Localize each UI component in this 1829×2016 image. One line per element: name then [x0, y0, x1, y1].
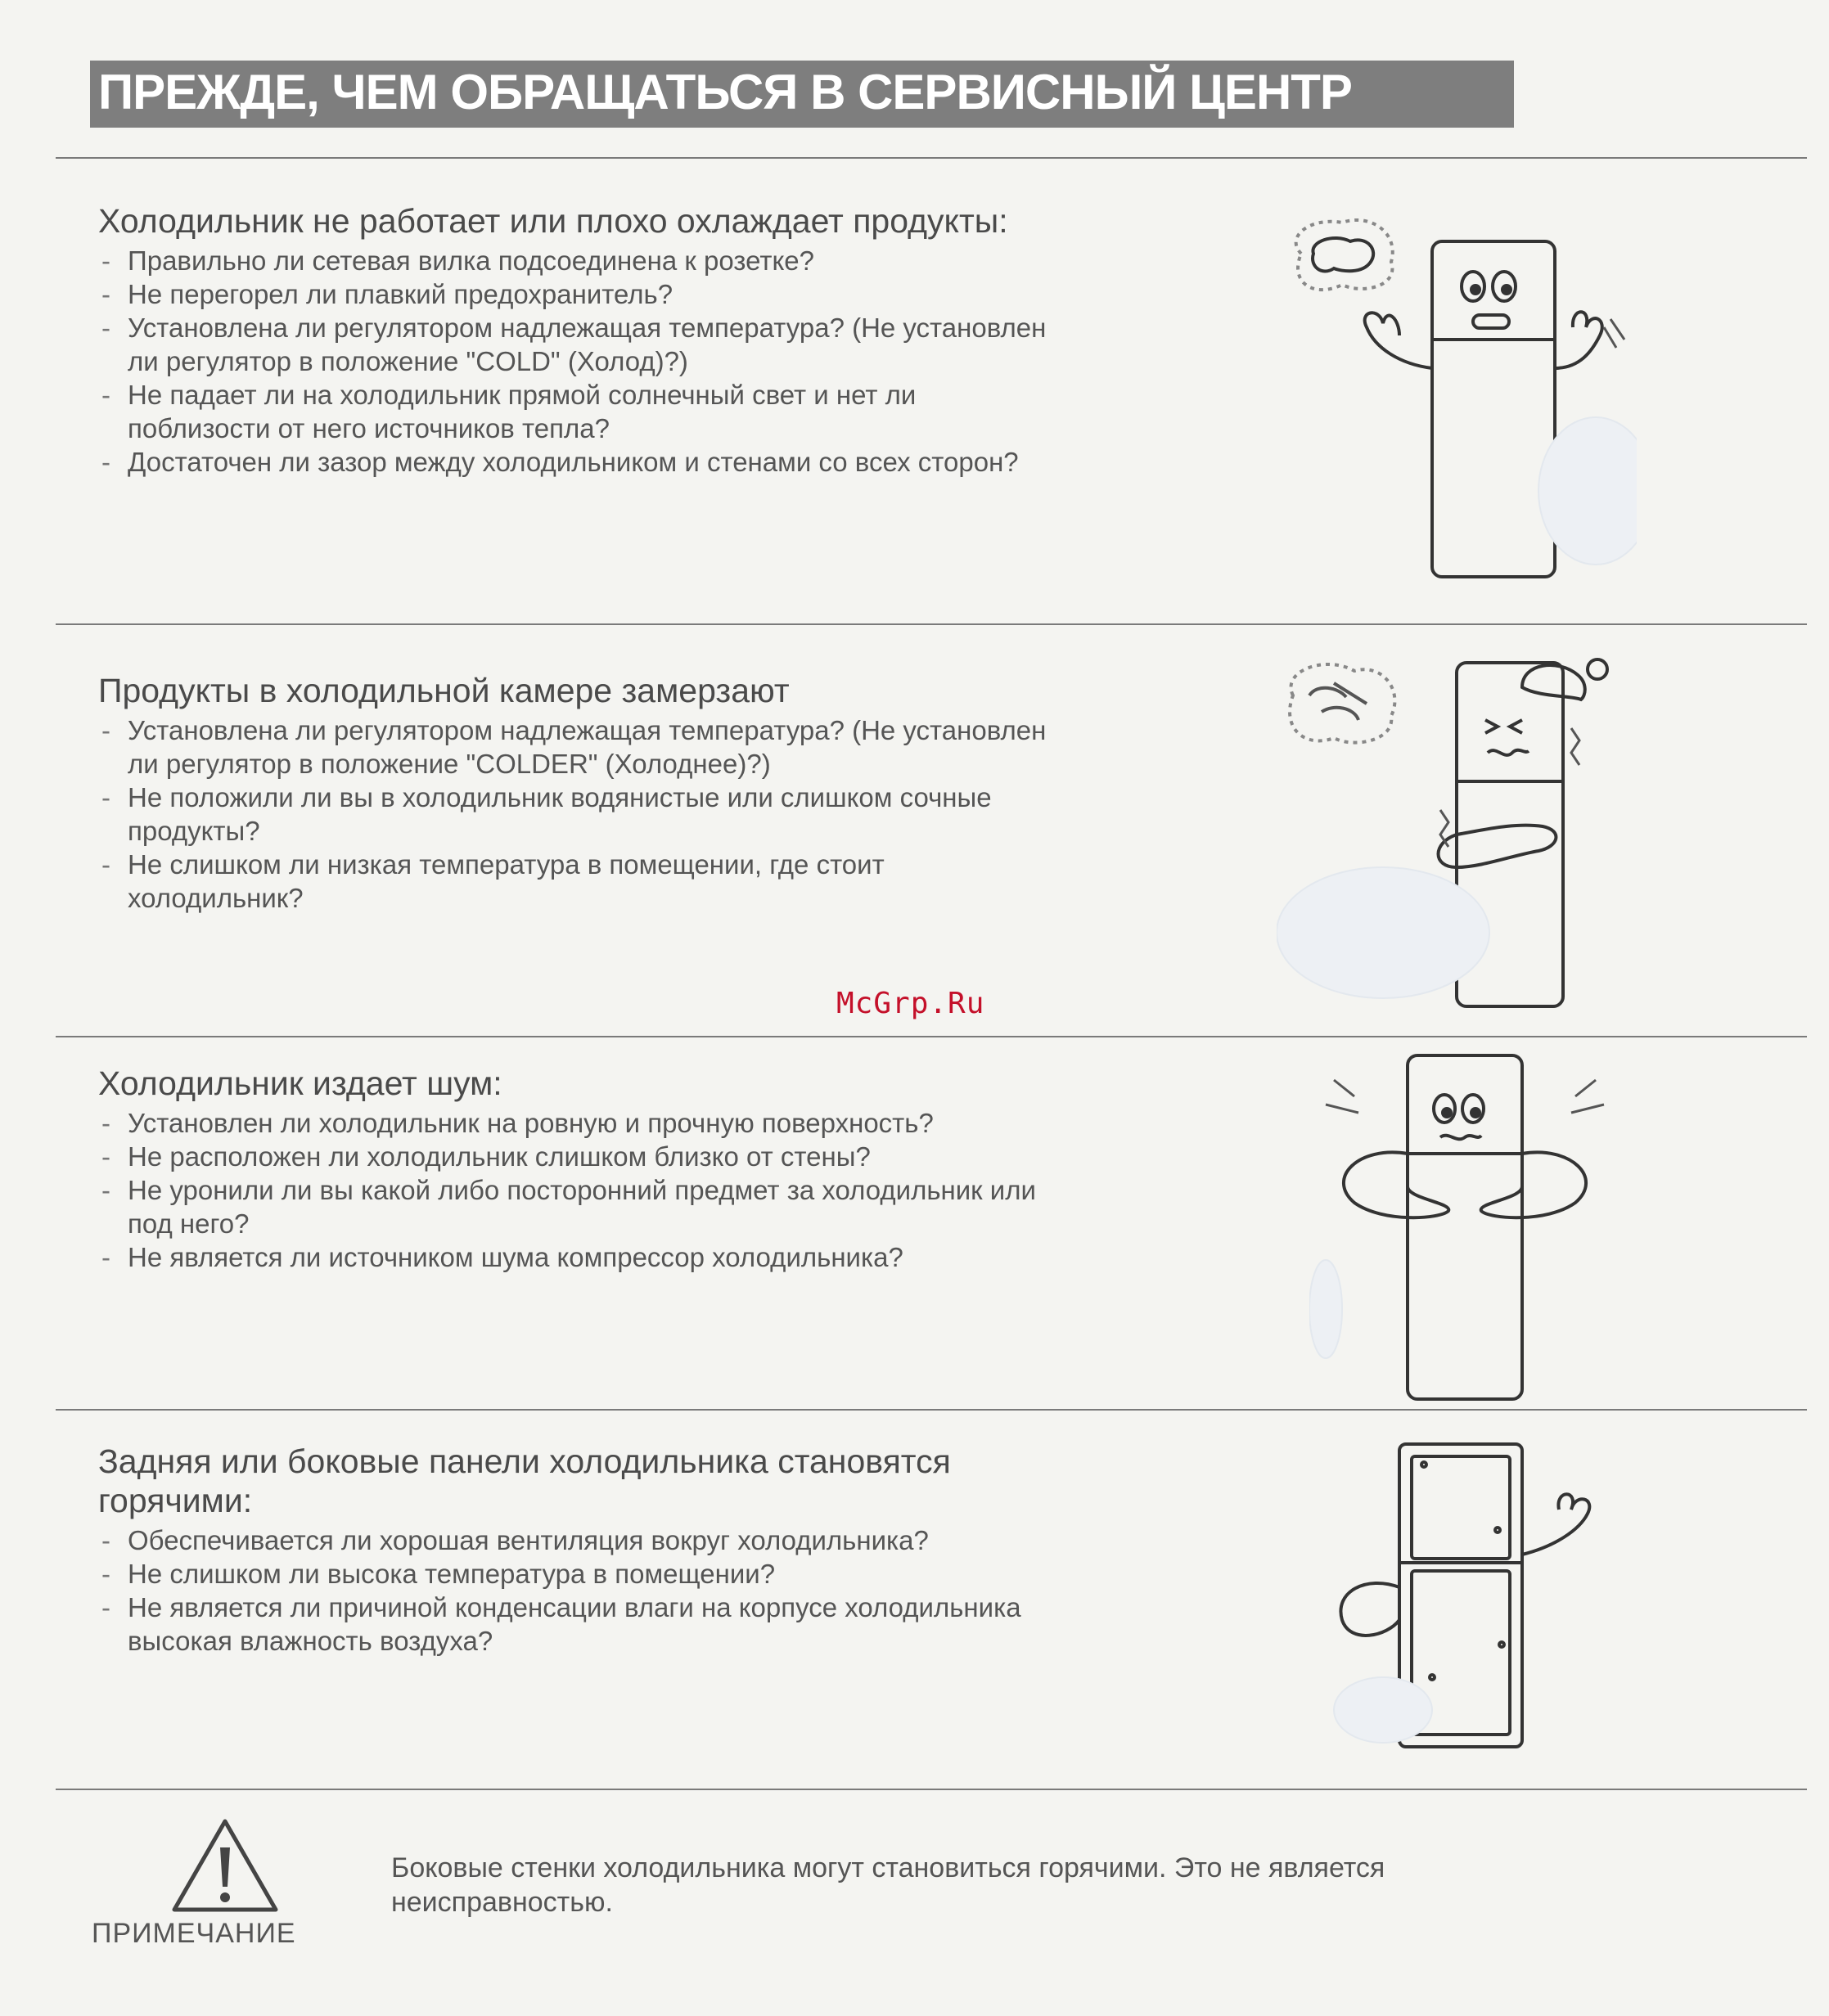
list-item: - Не уронили ли вы какой либо посторонний предмет за холодильник или под него? [98, 1173, 1064, 1240]
note-text: Боковые стенки холодильника могут становиться горячими. Это не является неисправностью. [391, 1852, 1385, 1918]
fridge-hot-panels-icon [1309, 1432, 1637, 1759]
list-item: - Не является ли причиной конденсации влаги на корпусе холодильника высокая влажность воздуха? [98, 1591, 1064, 1658]
warning-triangle-icon [168, 1815, 282, 1917]
fridge-cold-icon [1277, 646, 1653, 1023]
list-item: - Достаточен ли зазор между холодильником и стенами со всех сторон? [98, 445, 1064, 479]
question-list [98, 1106, 1064, 1274]
section-heading: Задняя или боковые панели холодильника становятся горячими: [98, 1442, 951, 1519]
question-list [98, 713, 1064, 915]
question-list [98, 1523, 1064, 1658]
list-item: - Установлена ли регулятором надлежащая температура? (Не установлен ли регулятор в положение "COLD" (Холод)?) [98, 311, 1064, 378]
section-freezing [98, 671, 1064, 915]
list-item: - Установлен ли холодильник на ровную и прочную поверхность? [98, 1106, 1064, 1140]
list-item: - Не расположен ли холодильник слишком близко от стены? [98, 1140, 1064, 1173]
list-item: - Обеспечивается ли хорошая вентиляция вокруг холодильника? [98, 1523, 1064, 1557]
watermark: McGrp.Ru [836, 987, 985, 1020]
page-title: ПРЕЖДЕ, ЧЕМ ОБРАЩАТЬСЯ В СЕРВИСНЫЙ ЦЕНТР [98, 65, 1352, 119]
list-item: - Не падает ли на холодильник прямой солнечный свет и нет ли поблизости от него источников тепла? [98, 378, 1064, 445]
list-item: - Не перегорел ли плавкий предохранитель? [98, 277, 1064, 311]
divider [56, 623, 1807, 625]
divider [56, 1409, 1807, 1411]
section-hot-panels [98, 1442, 1064, 1658]
section-not-cooling [98, 201, 1064, 479]
section-heading: Холодильник не работает или плохо охлаждает продукты: [98, 202, 1008, 240]
section-heading: Продукты в холодильной камере замерзают [98, 672, 790, 709]
list-item: - Не слишком ли высока температура в помещении? [98, 1557, 1064, 1591]
divider [56, 1036, 1807, 1037]
fridge-noise-icon [1309, 1039, 1637, 1407]
fridge-warm-icon [1277, 205, 1637, 589]
list-item: - Правильно ли сетевая вилка подсоединена к розетке? [98, 244, 1064, 277]
list-item: - Не положили ли вы в холодильник водянистые или слишком сочные продукты? [98, 781, 1064, 848]
question-list [98, 244, 1064, 479]
section-noise [98, 1064, 1064, 1274]
note-label: ПРИМЕЧАНИЕ [92, 1918, 296, 1949]
section-heading: Холодильник издает шум: [98, 1064, 502, 1102]
list-item: - Не является ли источником шума компрессор холодильника? [98, 1240, 1064, 1274]
divider [56, 1789, 1807, 1790]
list-item: - Не слишком ли низкая температура в помещении, где стоит холодильник? [98, 848, 1064, 915]
list-item: - Установлена ли регулятором надлежащая температура? (Не установлен ли регулятор в положение "COLDER" (Холоднее)?) [98, 713, 1064, 781]
divider [56, 157, 1807, 159]
